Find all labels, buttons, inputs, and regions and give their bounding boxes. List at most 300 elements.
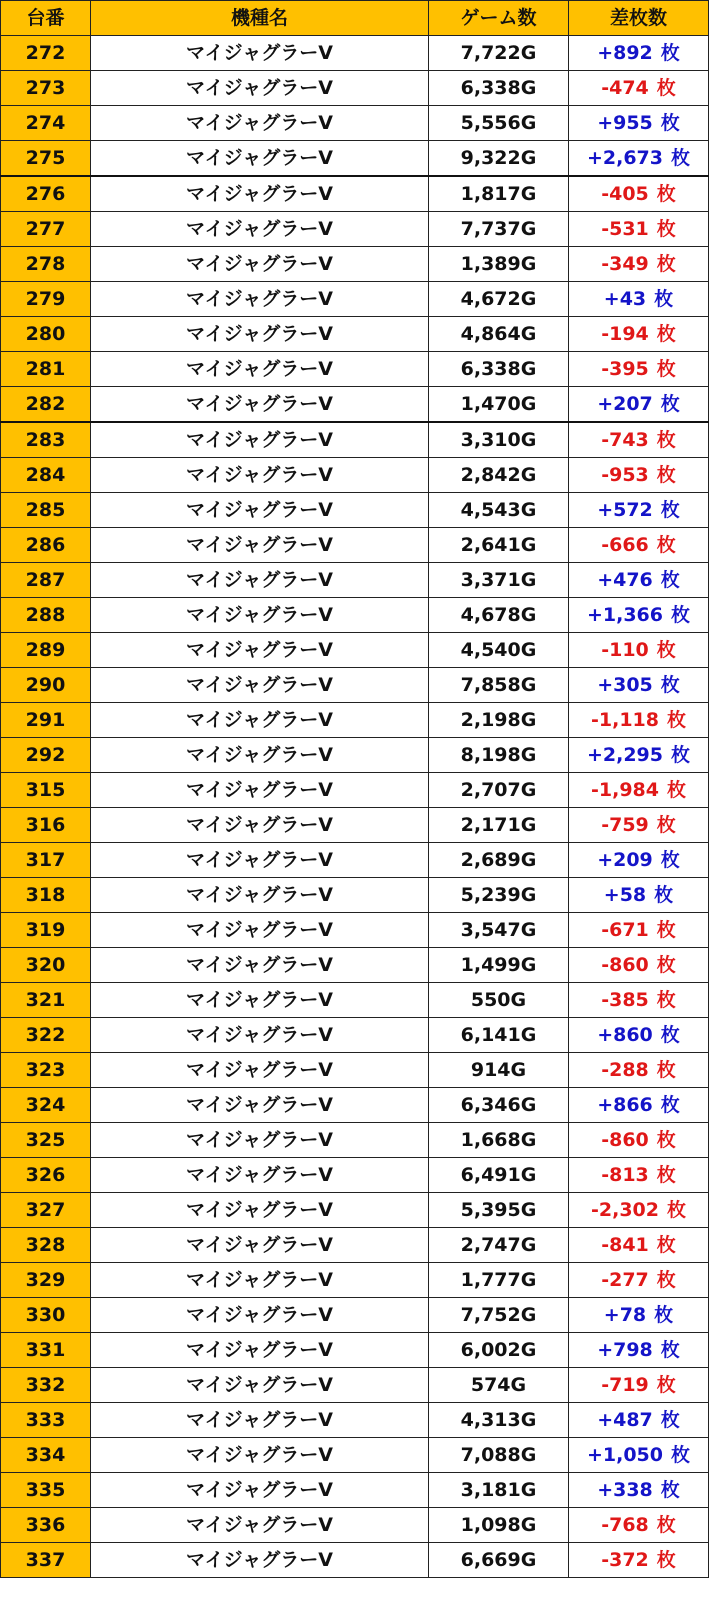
table-row	[1, 808, 709, 843]
model-name-cell: マイジャグラーV	[91, 1123, 429, 1158]
table-row	[1, 1543, 709, 1578]
table-row	[1, 1018, 709, 1053]
machine-number-cell: 323	[1, 1053, 91, 1088]
difference-unit: 枚	[656, 639, 676, 661]
game-count-cell: 5,395G	[429, 1193, 569, 1228]
model-name-cell: マイジャグラーV	[91, 1228, 429, 1263]
game-count-cell: 4,672G	[429, 282, 569, 317]
model-name-cell: マイジャグラーV	[91, 387, 429, 423]
table-header	[1, 1, 709, 36]
difference-cell	[569, 1298, 709, 1333]
game-count-cell: 5,239G	[429, 878, 569, 913]
table-row	[1, 1053, 709, 1088]
difference-value: +572	[597, 499, 653, 521]
model-name-cell: マイジャグラーV	[91, 1333, 429, 1368]
table-row	[1, 1508, 709, 1543]
difference-unit: 枚	[671, 1444, 691, 1466]
model-name-cell: マイジャグラーV	[91, 633, 429, 668]
difference-value: -474	[601, 77, 649, 99]
machine-number-cell: 284	[1, 458, 91, 493]
difference-unit: 枚	[656, 323, 676, 345]
difference-cell	[569, 948, 709, 983]
table-row	[1, 282, 709, 317]
difference-cell	[569, 1088, 709, 1123]
machine-number-cell: 331	[1, 1333, 91, 1368]
game-count-cell: 2,689G	[429, 843, 569, 878]
difference-unit: 枚	[660, 1024, 680, 1046]
difference-value: +1,050	[586, 1444, 663, 1466]
difference-unit: 枚	[660, 1409, 680, 1431]
table-row	[1, 247, 709, 282]
game-count-cell: 4,864G	[429, 317, 569, 352]
machine-number-cell: 328	[1, 1228, 91, 1263]
table-row	[1, 106, 709, 141]
difference-cell	[569, 352, 709, 387]
difference-cell	[569, 913, 709, 948]
table-row	[1, 422, 709, 458]
model-name-cell: マイジャグラーV	[91, 948, 429, 983]
machine-number-cell: 274	[1, 106, 91, 141]
difference-value: +2,673	[586, 147, 663, 169]
difference-cell	[569, 738, 709, 773]
difference-value: -666	[601, 534, 649, 556]
table-row	[1, 176, 709, 212]
game-count-cell: 2,842G	[429, 458, 569, 493]
difference-value: -288	[601, 1059, 649, 1081]
difference-unit: 枚	[656, 954, 676, 976]
difference-cell	[569, 1158, 709, 1193]
difference-value: +476	[597, 569, 653, 591]
difference-value: +798	[597, 1339, 653, 1361]
difference-cell	[569, 36, 709, 71]
game-count-cell: 7,858G	[429, 668, 569, 703]
difference-value: -2,302	[591, 1199, 659, 1221]
model-name-cell: マイジャグラーV	[91, 141, 429, 177]
table-row	[1, 1158, 709, 1193]
difference-unit: 枚	[666, 709, 686, 731]
model-name-cell: マイジャグラーV	[91, 317, 429, 352]
model-name-cell: マイジャグラーV	[91, 493, 429, 528]
machine-number-cell: 281	[1, 352, 91, 387]
model-name-cell: マイジャグラーV	[91, 212, 429, 247]
difference-cell	[569, 212, 709, 247]
difference-unit: 枚	[656, 1374, 676, 1396]
difference-cell	[569, 1228, 709, 1263]
game-count-cell: 7,752G	[429, 1298, 569, 1333]
model-name-cell: マイジャグラーV	[91, 913, 429, 948]
difference-value: -953	[601, 464, 649, 486]
difference-unit: 枚	[656, 1514, 676, 1536]
machine-number-cell: 279	[1, 282, 91, 317]
model-name-cell: マイジャグラーV	[91, 563, 429, 598]
header-machine-number: 台番	[1, 1, 91, 36]
machine-number-cell: 321	[1, 983, 91, 1018]
difference-value: -860	[601, 954, 649, 976]
machine-number-cell: 332	[1, 1368, 91, 1403]
game-count-cell: 7,088G	[429, 1438, 569, 1473]
machine-number-cell: 316	[1, 808, 91, 843]
difference-value: -743	[601, 429, 649, 451]
difference-unit: 枚	[671, 604, 691, 626]
game-count-cell: 6,338G	[429, 352, 569, 387]
difference-value: -1,984	[591, 779, 659, 801]
machine-number-cell: 336	[1, 1508, 91, 1543]
difference-unit: 枚	[656, 989, 676, 1011]
machine-number-cell: 288	[1, 598, 91, 633]
difference-value: -277	[601, 1269, 649, 1291]
machine-number-cell: 287	[1, 563, 91, 598]
game-count-cell: 1,470G	[429, 387, 569, 423]
difference-cell	[569, 1438, 709, 1473]
difference-unit: 枚	[656, 253, 676, 275]
difference-unit: 枚	[656, 183, 676, 205]
machine-number-cell: 282	[1, 387, 91, 423]
difference-cell	[569, 703, 709, 738]
difference-unit: 枚	[671, 147, 691, 169]
machine-number-cell: 335	[1, 1473, 91, 1508]
difference-value: +305	[597, 674, 653, 696]
difference-cell	[569, 1123, 709, 1158]
model-name-cell: マイジャグラーV	[91, 1263, 429, 1298]
table-row	[1, 1123, 709, 1158]
difference-cell	[569, 458, 709, 493]
machine-number-cell: 277	[1, 212, 91, 247]
table-row	[1, 458, 709, 493]
table-row	[1, 948, 709, 983]
game-count-cell: 6,002G	[429, 1333, 569, 1368]
model-name-cell: マイジャグラーV	[91, 1473, 429, 1508]
table-row	[1, 913, 709, 948]
difference-cell	[569, 247, 709, 282]
difference-value: +207	[597, 393, 653, 415]
table-row	[1, 633, 709, 668]
header-row	[1, 1, 709, 36]
difference-unit: 枚	[654, 288, 674, 310]
difference-unit: 枚	[656, 218, 676, 240]
game-count-cell: 6,346G	[429, 1088, 569, 1123]
table-row	[1, 1193, 709, 1228]
difference-value: -194	[601, 323, 649, 345]
model-name-cell: マイジャグラーV	[91, 106, 429, 141]
machine-number-cell: 283	[1, 422, 91, 458]
difference-value: -349	[601, 253, 649, 275]
difference-unit: 枚	[656, 814, 676, 836]
difference-unit: 枚	[656, 77, 676, 99]
model-name-cell: マイジャグラーV	[91, 1368, 429, 1403]
table-row	[1, 1263, 709, 1298]
table-row	[1, 71, 709, 106]
game-count-cell: 3,371G	[429, 563, 569, 598]
difference-unit: 枚	[660, 849, 680, 871]
table-row	[1, 878, 709, 913]
difference-unit: 枚	[660, 1094, 680, 1116]
machine-number-cell: 329	[1, 1263, 91, 1298]
game-count-cell: 1,817G	[429, 176, 569, 212]
difference-value: -110	[601, 639, 649, 661]
model-name-cell: マイジャグラーV	[91, 458, 429, 493]
difference-unit: 枚	[656, 1269, 676, 1291]
model-name-cell: マイジャグラーV	[91, 422, 429, 458]
difference-value: -759	[601, 814, 649, 836]
machine-number-cell: 317	[1, 843, 91, 878]
machine-number-cell: 315	[1, 773, 91, 808]
table-row	[1, 1368, 709, 1403]
difference-cell	[569, 1508, 709, 1543]
table-row	[1, 598, 709, 633]
table-row	[1, 843, 709, 878]
game-count-cell: 7,722G	[429, 36, 569, 71]
difference-unit: 枚	[660, 1479, 680, 1501]
machine-number-cell: 326	[1, 1158, 91, 1193]
difference-cell	[569, 773, 709, 808]
difference-unit: 枚	[666, 779, 686, 801]
model-name-cell: マイジャグラーV	[91, 282, 429, 317]
difference-value: +43	[603, 288, 647, 310]
model-name-cell: マイジャグラーV	[91, 808, 429, 843]
table-row	[1, 703, 709, 738]
model-name-cell: マイジャグラーV	[91, 878, 429, 913]
difference-cell	[569, 1193, 709, 1228]
machine-number-cell: 322	[1, 1018, 91, 1053]
game-count-cell: 6,338G	[429, 71, 569, 106]
table-row	[1, 983, 709, 1018]
model-name-cell: マイジャグラーV	[91, 352, 429, 387]
difference-value: -372	[601, 1549, 649, 1571]
machine-number-cell: 325	[1, 1123, 91, 1158]
difference-value: -1,118	[591, 709, 659, 731]
difference-value: +78	[603, 1304, 647, 1326]
difference-unit: 枚	[656, 1164, 676, 1186]
difference-unit: 枚	[656, 1059, 676, 1081]
model-name-cell: マイジャグラーV	[91, 71, 429, 106]
difference-cell	[569, 71, 709, 106]
header-model-name: 機種名	[91, 1, 429, 36]
table-row	[1, 738, 709, 773]
model-name-cell: マイジャグラーV	[91, 528, 429, 563]
difference-value: +892	[597, 42, 653, 64]
model-name-cell: マイジャグラーV	[91, 1403, 429, 1438]
difference-cell	[569, 282, 709, 317]
table-row	[1, 668, 709, 703]
table-row	[1, 1403, 709, 1438]
difference-value: -768	[601, 1514, 649, 1536]
table-row	[1, 1298, 709, 1333]
table-row	[1, 1088, 709, 1123]
difference-cell	[569, 563, 709, 598]
header-game-count: ゲーム数	[429, 1, 569, 36]
difference-cell	[569, 1018, 709, 1053]
difference-value: -671	[601, 919, 649, 941]
difference-unit: 枚	[656, 534, 676, 556]
model-name-cell: マイジャグラーV	[91, 1193, 429, 1228]
table-row	[1, 387, 709, 423]
difference-cell	[569, 1053, 709, 1088]
difference-unit: 枚	[671, 744, 691, 766]
difference-unit: 枚	[660, 393, 680, 415]
machine-number-cell: 330	[1, 1298, 91, 1333]
difference-cell	[569, 106, 709, 141]
game-count-cell: 2,707G	[429, 773, 569, 808]
difference-cell	[569, 1263, 709, 1298]
game-count-cell: 1,098G	[429, 1508, 569, 1543]
difference-cell	[569, 983, 709, 1018]
difference-cell	[569, 493, 709, 528]
machine-number-cell: 275	[1, 141, 91, 177]
model-name-cell: マイジャグラーV	[91, 1438, 429, 1473]
machine-number-cell: 286	[1, 528, 91, 563]
model-name-cell: マイジャグラーV	[91, 1158, 429, 1193]
difference-cell	[569, 1473, 709, 1508]
game-count-cell: 550G	[429, 983, 569, 1018]
table-row	[1, 141, 709, 177]
table-row	[1, 1438, 709, 1473]
game-count-cell: 6,491G	[429, 1158, 569, 1193]
game-count-cell: 2,171G	[429, 808, 569, 843]
difference-value: +58	[603, 884, 647, 906]
machine-number-cell: 318	[1, 878, 91, 913]
model-name-cell: マイジャグラーV	[91, 738, 429, 773]
game-count-cell: 914G	[429, 1053, 569, 1088]
difference-cell	[569, 633, 709, 668]
difference-unit: 枚	[660, 569, 680, 591]
machine-number-cell: 273	[1, 71, 91, 106]
machine-number-cell: 337	[1, 1543, 91, 1578]
table-row	[1, 1473, 709, 1508]
model-name-cell: マイジャグラーV	[91, 36, 429, 71]
model-name-cell: マイジャグラーV	[91, 983, 429, 1018]
difference-unit: 枚	[656, 358, 676, 380]
difference-cell	[569, 1333, 709, 1368]
game-count-cell: 4,313G	[429, 1403, 569, 1438]
machine-number-cell: 289	[1, 633, 91, 668]
difference-cell	[569, 176, 709, 212]
machine-number-cell: 280	[1, 317, 91, 352]
difference-value: -860	[601, 1129, 649, 1151]
difference-unit: 枚	[666, 1199, 686, 1221]
machine-number-cell: 285	[1, 493, 91, 528]
table-row	[1, 773, 709, 808]
header-difference: 差枚数	[569, 1, 709, 36]
model-name-cell: マイジャグラーV	[91, 1018, 429, 1053]
difference-unit: 枚	[660, 1339, 680, 1361]
machine-number-cell: 319	[1, 913, 91, 948]
difference-unit: 枚	[656, 429, 676, 451]
difference-value: -841	[601, 1234, 649, 1256]
difference-unit: 枚	[656, 1234, 676, 1256]
model-name-cell: マイジャグラーV	[91, 843, 429, 878]
model-name-cell: マイジャグラーV	[91, 1053, 429, 1088]
model-name-cell: マイジャグラーV	[91, 773, 429, 808]
difference-cell	[569, 668, 709, 703]
table-row	[1, 352, 709, 387]
game-count-cell: 2,641G	[429, 528, 569, 563]
game-count-cell: 4,543G	[429, 493, 569, 528]
difference-value: +860	[597, 1024, 653, 1046]
difference-value: +2,295	[586, 744, 663, 766]
model-name-cell: マイジャグラーV	[91, 1543, 429, 1578]
game-count-cell: 4,540G	[429, 633, 569, 668]
difference-unit: 枚	[654, 884, 674, 906]
table-row	[1, 212, 709, 247]
table-row	[1, 528, 709, 563]
game-count-cell: 5,556G	[429, 106, 569, 141]
machine-number-cell: 333	[1, 1403, 91, 1438]
machine-number-cell: 292	[1, 738, 91, 773]
difference-cell	[569, 141, 709, 177]
game-count-cell: 9,322G	[429, 141, 569, 177]
difference-value: -395	[601, 358, 649, 380]
table-body	[1, 36, 709, 1578]
difference-cell	[569, 808, 709, 843]
difference-unit: 枚	[656, 464, 676, 486]
difference-value: -405	[601, 183, 649, 205]
difference-unit: 枚	[660, 112, 680, 134]
difference-value: -719	[601, 1374, 649, 1396]
difference-cell	[569, 422, 709, 458]
difference-value: +955	[597, 112, 653, 134]
difference-cell	[569, 1543, 709, 1578]
difference-unit: 枚	[656, 1549, 676, 1571]
machine-number-cell: 291	[1, 703, 91, 738]
table-row	[1, 1333, 709, 1368]
difference-unit: 枚	[660, 42, 680, 64]
machine-number-cell: 276	[1, 176, 91, 212]
game-count-cell: 1,668G	[429, 1123, 569, 1158]
game-count-cell: 1,389G	[429, 247, 569, 282]
game-count-cell: 3,547G	[429, 913, 569, 948]
difference-value: +209	[597, 849, 653, 871]
game-count-cell: 4,678G	[429, 598, 569, 633]
game-count-cell: 574G	[429, 1368, 569, 1403]
model-name-cell: マイジャグラーV	[91, 668, 429, 703]
game-count-cell: 1,499G	[429, 948, 569, 983]
difference-unit: 枚	[660, 674, 680, 696]
machine-number-cell: 320	[1, 948, 91, 983]
model-name-cell: マイジャグラーV	[91, 1298, 429, 1333]
game-count-cell: 2,747G	[429, 1228, 569, 1263]
machine-number-cell: 324	[1, 1088, 91, 1123]
model-name-cell: マイジャグラーV	[91, 176, 429, 212]
table-row	[1, 1228, 709, 1263]
machine-number-cell: 272	[1, 36, 91, 71]
difference-unit: 枚	[654, 1304, 674, 1326]
model-name-cell: マイジャグラーV	[91, 1088, 429, 1123]
difference-cell	[569, 317, 709, 352]
difference-unit: 枚	[656, 919, 676, 941]
difference-value: -531	[601, 218, 649, 240]
table-row	[1, 317, 709, 352]
difference-cell	[569, 598, 709, 633]
difference-unit: 枚	[656, 1129, 676, 1151]
game-count-cell: 7,737G	[429, 212, 569, 247]
game-count-cell: 6,669G	[429, 1543, 569, 1578]
difference-cell	[569, 1368, 709, 1403]
game-count-cell: 2,198G	[429, 703, 569, 738]
game-count-cell: 6,141G	[429, 1018, 569, 1053]
difference-value: -813	[601, 1164, 649, 1186]
difference-cell	[569, 528, 709, 563]
difference-cell	[569, 843, 709, 878]
model-name-cell: マイジャグラーV	[91, 703, 429, 738]
machine-number-cell: 327	[1, 1193, 91, 1228]
game-count-cell: 3,181G	[429, 1473, 569, 1508]
difference-cell	[569, 878, 709, 913]
difference-value: +487	[597, 1409, 653, 1431]
difference-unit: 枚	[660, 499, 680, 521]
model-name-cell: マイジャグラーV	[91, 1508, 429, 1543]
table-row	[1, 36, 709, 71]
difference-value: -385	[601, 989, 649, 1011]
